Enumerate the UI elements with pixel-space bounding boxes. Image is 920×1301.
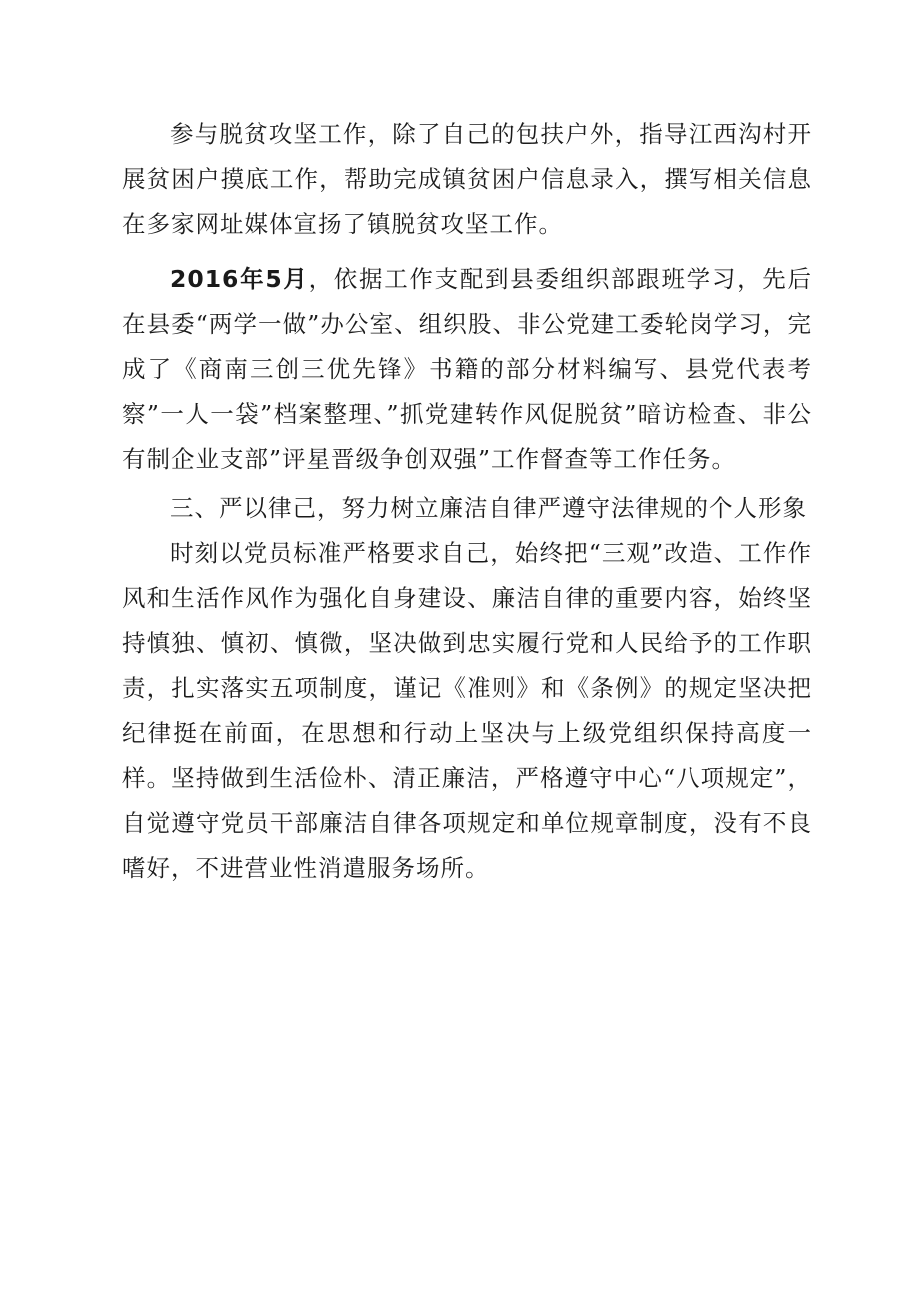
paragraph-self-discipline	[122, 531, 812, 891]
paragraph-text: 时刻以党员标准严格要求自己，始终把“三观”改造、工作作风和生活作风作为强化自身建设、廉洁自律的重要内容，始终坚持慎独、慎初、慎微，坚决做到忠实履行党和人民给予的工作职责，扎实落实五项制度，谨记《准则》和《条例》的规定坚决把纪律挺在前面，在思想和行动上坚决与上级党组织保持高度一样。坚持做到生活俭朴、清正廉洁，严格遵守中心“八项规定”，自觉遵守党员干部廉洁自律各项规定和单位规章制度，没有不良嗜好，不进营业性消遣服务场所。	[122, 539, 812, 882]
paragraph-poverty-alleviation	[122, 112, 812, 247]
section-heading-discipline	[122, 486, 812, 531]
paragraph-text: 参与脱贫攻坚工作，除了自己的包扶户外，指导江西沟村开展贫困户摸底工作，帮助完成镇贫困户信息录入，撰写相关信息在多家网址媒体宣扬了镇脱贫攻坚工作。	[122, 120, 812, 238]
paragraph-county-study	[122, 257, 812, 482]
paragraph-text: ，依据工作支配到县委组织部跟班学习，先后在县委“两学一做”办公室、组织股、非公党建工委轮岗学习，完成了《商南三创三优先锋》书籍的部分材料编写、县党代表考察”一人一袋”档案整理、”抓党建转作风促脱贫”暗访检查、非公有制企业支部”评星晋级争创双强”工作督查等工作任务。	[122, 265, 813, 473]
heading-text: 三、严以律己，努力树立廉洁自律严遵守法律规的个人形象	[170, 494, 807, 522]
document-page	[122, 112, 812, 891]
paragraph-date: 2016年5月	[170, 265, 309, 293]
